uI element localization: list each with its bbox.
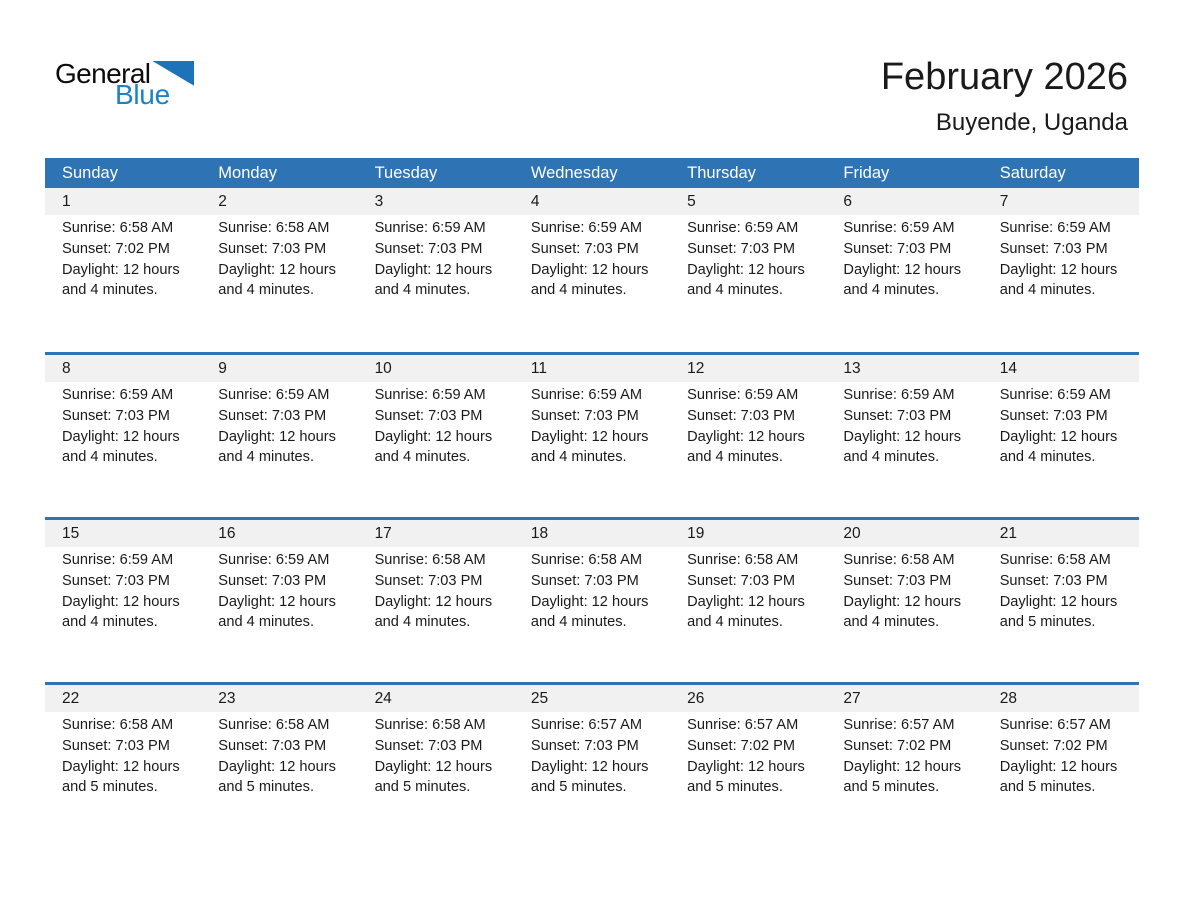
day-cell — [201, 712, 357, 798]
day-sunrise: Sunrise: 6:58 AM — [999, 552, 1111, 568]
day-daylight-hours: Daylight: 12 hours — [687, 758, 805, 775]
day-number-band — [45, 520, 1139, 547]
day-number: 7 — [999, 193, 1009, 210]
day-details-band — [45, 382, 1139, 468]
day-sunset: Sunset: 7:03 PM — [62, 407, 170, 424]
day-daylight-minutes: and 5 minutes. — [999, 779, 1096, 796]
day-daylight-hours: Daylight: 12 hours — [843, 261, 962, 278]
weekday-sunday: Sunday — [62, 164, 118, 182]
day-daylight-minutes: and 4 minutes. — [62, 614, 158, 631]
day-number: 22 — [62, 690, 80, 707]
day-number: 2 — [218, 193, 227, 210]
day-number: 28 — [999, 690, 1017, 707]
day-daylight-hours: Daylight: 12 hours — [530, 261, 649, 278]
day-sunrise: Sunrise: 6:58 AM — [374, 717, 486, 733]
day-number: 9 — [218, 360, 227, 377]
day-cell — [826, 215, 982, 301]
day-cell — [514, 712, 670, 798]
day-sunset: Sunset: 7:03 PM — [374, 407, 483, 424]
day-sunset: Sunset: 7:03 PM — [530, 572, 639, 589]
day-number: 24 — [374, 690, 392, 707]
day-number: 19 — [687, 525, 705, 542]
day-sunrise: Sunrise: 6:57 AM — [999, 717, 1111, 733]
page-title: February 2026 — [880, 56, 1128, 98]
day-cell — [983, 215, 1139, 301]
day-sunrise: Sunrise: 6:59 AM — [62, 387, 174, 403]
day-cell — [514, 547, 670, 633]
day-daylight-hours: Daylight: 12 hours — [374, 261, 493, 278]
day-number: 17 — [374, 525, 392, 542]
weekday-header — [45, 158, 1139, 188]
day-sunset: Sunset: 7:03 PM — [843, 407, 952, 424]
page-subtitle: Buyende, Uganda — [935, 108, 1128, 136]
day-cell — [670, 215, 826, 301]
day-number: 4 — [530, 193, 540, 210]
day-daylight-minutes: and 4 minutes. — [530, 614, 627, 631]
logo-general-text: General — [55, 58, 151, 89]
day-daylight-hours: Daylight: 12 hours — [999, 428, 1118, 445]
weekday-monday: Monday — [218, 164, 277, 182]
day-daylight-minutes: and 4 minutes. — [999, 449, 1096, 466]
day-cell — [983, 382, 1139, 468]
day-cell — [670, 382, 826, 468]
day-sunrise: Sunrise: 6:59 AM — [374, 387, 486, 403]
day-cell — [45, 712, 201, 798]
day-sunrise: Sunrise: 6:59 AM — [999, 387, 1111, 403]
day-sunset: Sunset: 7:03 PM — [530, 240, 639, 257]
day-cell — [514, 382, 670, 468]
week-row — [45, 682, 1139, 847]
day-sunset: Sunset: 7:03 PM — [687, 407, 796, 424]
day-number: 26 — [687, 690, 705, 707]
day-daylight-minutes: and 4 minutes. — [218, 449, 315, 466]
day-daylight-minutes: and 5 minutes. — [999, 614, 1096, 631]
day-sunset: Sunset: 7:03 PM — [687, 240, 796, 257]
day-cell — [826, 382, 982, 468]
day-daylight-minutes: and 5 minutes. — [530, 779, 627, 796]
day-number: 13 — [843, 360, 861, 377]
day-sunset: Sunset: 7:03 PM — [62, 572, 170, 589]
day-daylight-hours: Daylight: 12 hours — [530, 593, 649, 610]
day-daylight-minutes: and 4 minutes. — [999, 282, 1096, 299]
day-sunset: Sunset: 7:03 PM — [218, 737, 327, 754]
day-details-band — [45, 547, 1139, 633]
day-daylight-hours: Daylight: 12 hours — [218, 758, 336, 775]
day-number-band — [45, 685, 1139, 712]
day-number: 14 — [999, 360, 1017, 377]
day-sunset: Sunset: 7:03 PM — [62, 737, 170, 754]
day-sunrise: Sunrise: 6:59 AM — [218, 387, 330, 403]
day-number: 1 — [62, 193, 71, 210]
day-sunrise: Sunrise: 6:59 AM — [530, 387, 642, 403]
day-sunset: Sunset: 7:02 PM — [843, 737, 952, 754]
day-sunset: Sunset: 7:03 PM — [843, 572, 952, 589]
day-sunrise: Sunrise: 6:57 AM — [530, 717, 642, 733]
day-sunset: Sunset: 7:03 PM — [218, 240, 327, 257]
day-number: 18 — [530, 525, 549, 542]
day-details-band — [45, 215, 1139, 301]
day-details-band — [45, 712, 1139, 798]
day-sunrise: Sunrise: 6:59 AM — [687, 387, 799, 403]
day-daylight-hours: Daylight: 12 hours — [687, 593, 805, 610]
day-daylight-minutes: and 4 minutes. — [218, 282, 315, 299]
day-cell — [514, 215, 670, 301]
day-sunset: Sunset: 7:03 PM — [218, 407, 327, 424]
day-sunrise: Sunrise: 6:57 AM — [843, 717, 955, 733]
day-daylight-hours: Daylight: 12 hours — [62, 758, 180, 775]
day-number: 11 — [530, 360, 547, 377]
day-cell — [826, 712, 982, 798]
day-cell — [45, 382, 201, 468]
title-block — [881, 56, 1128, 137]
day-daylight-hours: Daylight: 12 hours — [374, 758, 493, 775]
day-daylight-hours: Daylight: 12 hours — [843, 758, 962, 775]
day-number-band — [45, 355, 1139, 382]
day-daylight-minutes: and 5 minutes. — [843, 779, 940, 796]
day-sunrise: Sunrise: 6:58 AM — [62, 220, 174, 236]
day-sunset: Sunset: 7:03 PM — [999, 572, 1108, 589]
weekday-wednesday: Wednesday — [530, 164, 618, 182]
day-daylight-hours: Daylight: 12 hours — [999, 758, 1118, 775]
day-cell — [670, 547, 826, 633]
day-sunrise: Sunrise: 6:58 AM — [843, 552, 955, 568]
day-daylight-minutes: and 4 minutes. — [374, 614, 471, 631]
day-sunrise: Sunrise: 6:58 AM — [687, 552, 799, 568]
day-daylight-hours: Daylight: 12 hours — [843, 593, 962, 610]
week-row — [45, 188, 1139, 352]
day-number: 27 — [843, 690, 861, 707]
day-cell — [358, 215, 514, 301]
day-sunrise: Sunrise: 6:58 AM — [218, 717, 330, 733]
day-sunset: Sunset: 7:02 PM — [999, 737, 1108, 754]
week-row — [45, 352, 1139, 517]
day-sunrise: Sunrise: 6:59 AM — [687, 220, 799, 236]
day-cell — [826, 547, 982, 633]
day-daylight-hours: Daylight: 12 hours — [218, 428, 336, 445]
day-sunrise: Sunrise: 6:59 AM — [843, 220, 955, 236]
day-number: 25 — [530, 690, 549, 707]
weekday-saturday: Saturday — [999, 164, 1066, 182]
weekday-thursday: Thursday — [687, 164, 756, 182]
day-sunrise: Sunrise: 6:58 AM — [218, 220, 330, 236]
day-sunrise: Sunrise: 6:57 AM — [687, 717, 799, 733]
day-sunset: Sunset: 7:02 PM — [62, 240, 170, 257]
day-daylight-minutes: and 5 minutes. — [374, 779, 471, 796]
day-daylight-minutes: and 5 minutes. — [687, 779, 783, 796]
day-sunset: Sunset: 7:03 PM — [843, 240, 952, 257]
day-daylight-minutes: and 4 minutes. — [62, 282, 158, 299]
calendar-weeks — [45, 188, 1139, 847]
day-daylight-minutes: and 4 minutes. — [687, 449, 783, 466]
day-number: 20 — [843, 525, 861, 542]
day-daylight-minutes: and 4 minutes. — [843, 614, 940, 631]
day-daylight-minutes: and 4 minutes. — [687, 282, 783, 299]
day-daylight-hours: Daylight: 12 hours — [62, 428, 180, 445]
day-cell — [358, 712, 514, 798]
general-blue-logo — [55, 60, 194, 109]
day-daylight-minutes: and 4 minutes. — [687, 614, 783, 631]
day-cell — [201, 547, 357, 633]
day-number: 23 — [218, 690, 236, 707]
day-daylight-hours: Daylight: 12 hours — [62, 593, 180, 610]
day-sunrise: Sunrise: 6:59 AM — [62, 552, 174, 568]
day-daylight-hours: Daylight: 12 hours — [374, 428, 493, 445]
day-number: 8 — [62, 360, 71, 377]
day-sunset: Sunset: 7:03 PM — [218, 572, 327, 589]
day-cell — [670, 712, 826, 798]
weekday-friday: Friday — [843, 164, 890, 182]
day-daylight-hours: Daylight: 12 hours — [530, 428, 649, 445]
day-number-band — [45, 188, 1139, 215]
day-sunset: Sunset: 7:02 PM — [687, 737, 796, 754]
day-cell — [201, 382, 357, 468]
day-sunrise: Sunrise: 6:58 AM — [62, 717, 174, 733]
day-daylight-minutes: and 4 minutes. — [374, 282, 471, 299]
day-sunrise: Sunrise: 6:59 AM — [218, 552, 330, 568]
day-sunset: Sunset: 7:03 PM — [374, 240, 483, 257]
day-cell — [201, 215, 357, 301]
day-number: 21 — [999, 525, 1017, 542]
day-daylight-hours: Daylight: 12 hours — [687, 261, 805, 278]
day-sunrise: Sunrise: 6:59 AM — [999, 220, 1111, 236]
day-sunrise: Sunrise: 6:59 AM — [374, 220, 486, 236]
day-daylight-minutes: and 4 minutes. — [530, 282, 627, 299]
day-daylight-hours: Daylight: 12 hours — [218, 261, 336, 278]
day-sunrise: Sunrise: 6:58 AM — [374, 552, 486, 568]
day-sunrise: Sunrise: 6:59 AM — [530, 220, 642, 236]
day-sunrise: Sunrise: 6:59 AM — [843, 387, 955, 403]
day-daylight-minutes: and 4 minutes. — [218, 614, 315, 631]
day-daylight-minutes: and 5 minutes. — [218, 779, 315, 796]
day-cell — [45, 547, 201, 633]
day-daylight-hours: Daylight: 12 hours — [374, 593, 493, 610]
day-cell — [358, 547, 514, 633]
day-daylight-hours: Daylight: 12 hours — [843, 428, 962, 445]
day-number: 16 — [218, 525, 236, 542]
day-daylight-minutes: and 4 minutes. — [843, 282, 940, 299]
day-daylight-hours: Daylight: 12 hours — [218, 593, 336, 610]
day-number: 6 — [843, 193, 853, 210]
day-number: 3 — [374, 193, 384, 210]
calendar-table — [45, 158, 1139, 847]
day-sunset: Sunset: 7:03 PM — [687, 572, 796, 589]
day-daylight-minutes: and 4 minutes. — [374, 449, 471, 466]
day-sunset: Sunset: 7:03 PM — [530, 737, 639, 754]
day-daylight-minutes: and 4 minutes. — [843, 449, 940, 466]
day-daylight-hours: Daylight: 12 hours — [999, 593, 1118, 610]
day-cell — [983, 547, 1139, 633]
day-number: 5 — [687, 193, 696, 210]
weekday-tuesday: Tuesday — [374, 164, 438, 182]
week-row — [45, 517, 1139, 682]
day-daylight-minutes: and 5 minutes. — [62, 779, 158, 796]
day-sunset: Sunset: 7:03 PM — [374, 737, 483, 754]
day-sunset: Sunset: 7:03 PM — [999, 240, 1108, 257]
day-sunrise: Sunrise: 6:58 AM — [530, 552, 642, 568]
day-sunset: Sunset: 7:03 PM — [374, 572, 483, 589]
day-daylight-hours: Daylight: 12 hours — [62, 261, 180, 278]
day-number: 10 — [374, 360, 392, 377]
day-sunset: Sunset: 7:03 PM — [999, 407, 1108, 424]
day-number: 15 — [62, 525, 80, 542]
day-daylight-hours: Daylight: 12 hours — [530, 758, 649, 775]
day-daylight-hours: Daylight: 12 hours — [687, 428, 805, 445]
day-sunset: Sunset: 7:03 PM — [530, 407, 639, 424]
day-daylight-minutes: and 4 minutes. — [530, 449, 627, 466]
day-cell — [358, 382, 514, 468]
day-cell — [983, 712, 1139, 798]
day-daylight-hours: Daylight: 12 hours — [999, 261, 1118, 278]
day-daylight-minutes: and 4 minutes. — [62, 449, 158, 466]
logo-blue-text: Blue — [115, 79, 170, 110]
day-cell — [45, 215, 201, 301]
day-number: 12 — [687, 360, 705, 377]
